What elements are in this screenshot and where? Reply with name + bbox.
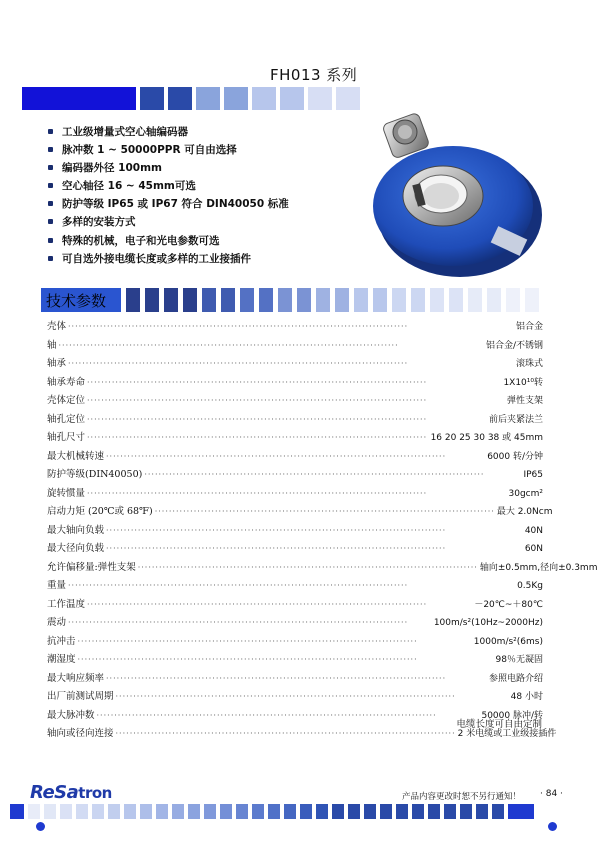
bullet-icon <box>48 256 53 261</box>
spec-row: 最大机械转速 ································································································ 6000 转/分钟 <box>47 450 543 462</box>
spec-row: 工作温度 ································································································ －20℃~＋80℃ <box>47 598 543 610</box>
spec-row: 轴向或径向连接 ································································································ 2 米电缆或工业级接插件 <box>47 728 557 739</box>
feature-list <box>48 123 289 268</box>
bullet-icon <box>48 219 53 224</box>
footer-dot-right <box>548 822 557 831</box>
spec-row: 最大响应频率 ································································································ 参照电路介绍 <box>47 672 543 684</box>
spec-table <box>47 318 597 744</box>
feature-item: 编码器外径 100mm <box>48 159 289 177</box>
footer-notice: 产品内容更改时恕不另行通知！ <box>402 792 522 802</box>
spec-row: 防护等级(DIN40050) ································································································ IP65 <box>47 469 543 480</box>
spec-row: 重量 ································································································ 0.5Kg <box>47 580 543 591</box>
series-title: FH013 系列 <box>270 66 358 84</box>
footer-color-bar <box>10 804 534 819</box>
spec-row: 震动 ································································································ 100m/s²(10Hz~2000Hz) <box>47 617 543 628</box>
resatron-logo: ReSatron <box>30 782 112 803</box>
spec-extra-note: 电缆长度可自由定制 <box>456 719 542 730</box>
spec-row: 旋转惯量 ································································································ 30gcm² <box>47 487 543 499</box>
spec-row: 壳体 ································································································ 铝合金 <box>47 321 543 332</box>
feature-item: 工业级增量式空心轴编码器 <box>48 123 289 141</box>
feature-item: 空心轴径 16 ~ 45mm可选 <box>48 177 289 195</box>
feature-item: 可自选外接电缆长度或多样的工业接插件 <box>48 250 289 268</box>
footer-dot-left <box>36 822 45 831</box>
feature-item: 防护等级 IP65 或 IP67 符合 DIN40050 标准 <box>48 195 289 213</box>
spec-row: 轴孔尺寸 ································································································ 16 20 25 30 38 或 45mm <box>47 432 543 443</box>
feature-item: 特殊的机械，电子和光电参数可选 <box>48 232 289 250</box>
bullet-icon <box>48 201 53 206</box>
spec-row: 轴承寿命 ································································································ 1X10¹⁰转 <box>47 376 543 388</box>
spec-row: 启动力矩 (20℃或 68℉) ································································································ 最大 2.0Ncm <box>47 506 553 517</box>
spec-row: 轴孔定位 ································································································ 前后夹紧法兰 <box>47 413 543 425</box>
spec-heading-color-bar <box>126 288 539 312</box>
header-color-bar <box>22 87 360 110</box>
spec-row: 壳体定位 ································································································ 弹性支架 <box>47 395 543 406</box>
spec-row: 抗冲击 ································································································ 1000m/s²(6ms) <box>47 635 543 647</box>
spec-row: 最大径向负载 ································································································ 60N <box>47 543 543 554</box>
spec-row: 潮湿度 ································································································ 98％无凝固 <box>47 654 543 665</box>
bullet-icon <box>48 129 53 134</box>
bullet-icon <box>48 238 53 243</box>
spec-row: 允许偏移量:弹性支架 ································································································ 轴向±0.5mm,径向±0.3mm <box>47 561 597 573</box>
bullet-icon <box>48 147 53 152</box>
feature-item: 脉冲数 1 ~ 50000PPR 可自由选择 <box>48 141 289 159</box>
bullet-icon <box>48 183 53 188</box>
bullet-icon <box>48 165 53 170</box>
spec-row: 最大脉冲数 ································································································ 50000 脉冲/转 <box>47 709 543 721</box>
spec-row: 轴 ································································································ 铝合金/不锈钢 <box>47 339 543 351</box>
spec-row: 最大轴向负载 ································································································ 40N <box>47 524 543 536</box>
spec-heading: 技术参数 <box>46 292 107 310</box>
feature-item: 多样的安装方式 <box>48 213 289 231</box>
page-number: · 84 · <box>540 789 563 799</box>
encoder-product-image <box>355 110 550 280</box>
spec-row: 出厂前测试周期 ································································································ 48 小时 <box>47 691 543 702</box>
spec-row: 轴承 ································································································ 滚珠式 <box>47 358 543 369</box>
